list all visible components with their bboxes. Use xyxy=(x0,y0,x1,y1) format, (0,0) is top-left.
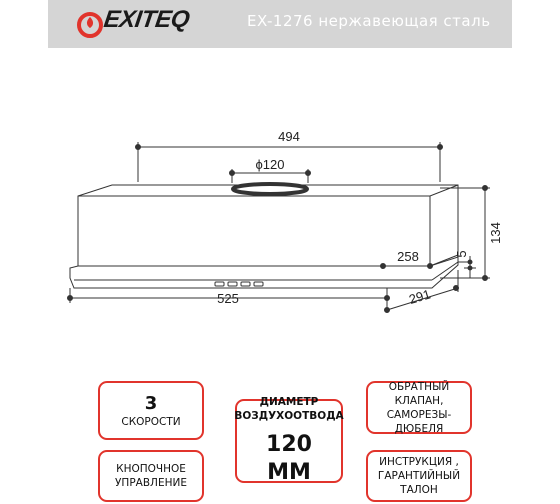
docs-label: ИНСТРУКЦИЯ , ГАРАНТИЙНЫЙ ТАЛОН xyxy=(377,456,461,496)
dim-inner-width: 258 xyxy=(397,249,419,264)
duct-opening xyxy=(233,184,307,194)
feature-valve-badge xyxy=(366,381,472,434)
control-label: КНОПОЧНОЕ УПРАВЛЕНИЕ xyxy=(115,463,187,489)
speeds-value: 3 xyxy=(144,392,158,414)
valve-label: ОБРАТНЫЙ КЛАПАН, САМОРЕЗЫ-ДЮБЕЛЯ xyxy=(386,380,452,435)
feature-control-badge xyxy=(98,450,204,502)
dim-panel: 5 xyxy=(454,250,469,258)
dim-width-bottom: 525 xyxy=(217,291,239,306)
dim-height: 134 xyxy=(488,222,503,244)
feature-docs-badge xyxy=(366,450,472,502)
dim-width-top: 494 xyxy=(278,129,300,144)
diameter-label: ДИАМЕТР ВОЗДУХООТВОДА xyxy=(234,396,344,422)
diameter-value: 120 ММ xyxy=(266,432,312,485)
speeds-label: СКОРОСТИ xyxy=(121,415,181,428)
brand-name: EXITEQ xyxy=(102,6,191,33)
dim-depth: 291 xyxy=(407,286,433,308)
model-title: EX-1276 нержавеющая сталь xyxy=(247,12,491,30)
control-buttons xyxy=(215,282,263,286)
feature-diameter-badge xyxy=(234,396,344,485)
feature-speeds-badge xyxy=(98,381,204,440)
dim-duct-diameter: ϕ120 xyxy=(255,157,285,172)
